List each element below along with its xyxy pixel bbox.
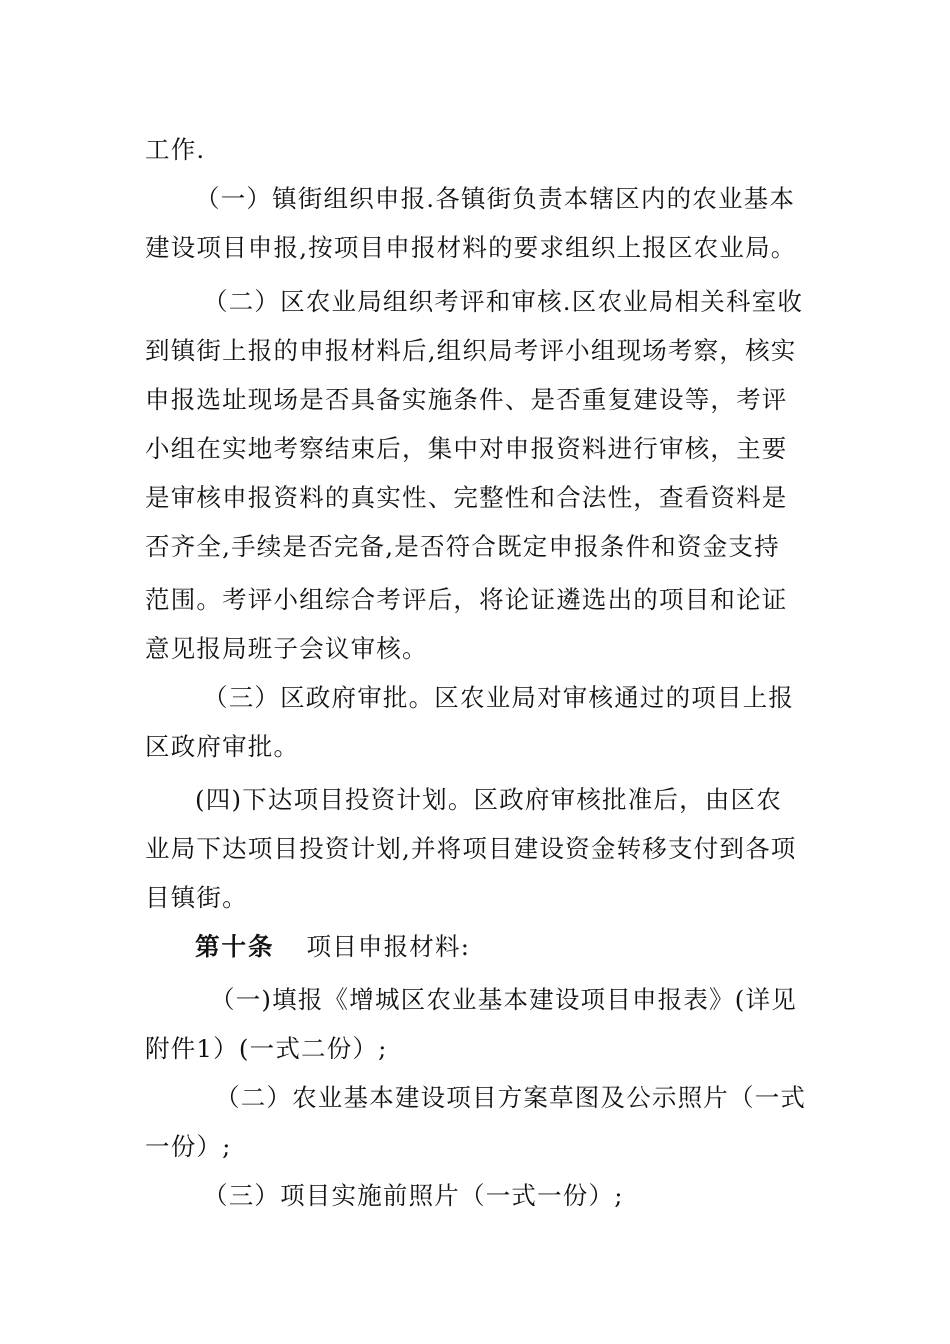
text-line: 业局下达项目投资计划,并将项目建设资金转移支付到各项 <box>145 834 797 863</box>
text-line: 目镇街。 <box>145 883 248 912</box>
text-line: 申报选址现场是否具备实施条件、是否重复建设等，考评 <box>145 385 788 414</box>
text-line: （一)填报《增城区农业基本建设项目申报表》(详见 <box>210 985 797 1014</box>
text-line: （二）农业基本建设项目方案草图及公示照片（一式 <box>215 1083 807 1112</box>
text-line: 区政府审批。 <box>145 732 300 761</box>
text-line: 意见报局班子会议审核。 <box>145 634 428 663</box>
text-line: 小组在实地考察结束后，集中对申报资料进行审核，主要 <box>145 434 788 463</box>
article-title: 项目申报材料: <box>306 932 471 961</box>
text-line: (四)下达项目投资计划。区政府审核批准后，由区农 <box>195 785 782 814</box>
article-heading <box>195 929 860 965</box>
text-line: 到镇街上报的申报材料后,组织局考评小组现场考察，核实 <box>145 336 797 365</box>
text-line: 附件1）(一式二份）; <box>145 1034 388 1063</box>
text-line: 工作. <box>145 135 206 164</box>
text-line: 一份）; <box>145 1132 232 1161</box>
text-line: 建设项目申报,按项目申报材料的要求组织上报区农业局。 <box>145 233 797 262</box>
article-number: 第十条 <box>195 932 275 961</box>
text-line: 是审核申报资料的真实性、完整性和合法性，查看资料是 <box>145 483 788 512</box>
text-line: 否齐全,手续是否完备,是否符合既定申报条件和资金支持 <box>145 532 780 561</box>
text-line: （三）项目实施前照片（一式一份）; <box>203 1181 624 1210</box>
text-line: （二）区农业局组织考评和审核.区农业局相关科室收 <box>203 287 804 316</box>
text-line: （一）镇街组织申报.各镇街负责本辖区内的农业基本 <box>195 184 796 213</box>
text-line: 范围。考评小组综合考评后，将论证遴选出的项目和论证 <box>145 585 788 614</box>
text-line: （三）区政府审批。区农业局对审核通过的项目上报 <box>203 683 795 712</box>
